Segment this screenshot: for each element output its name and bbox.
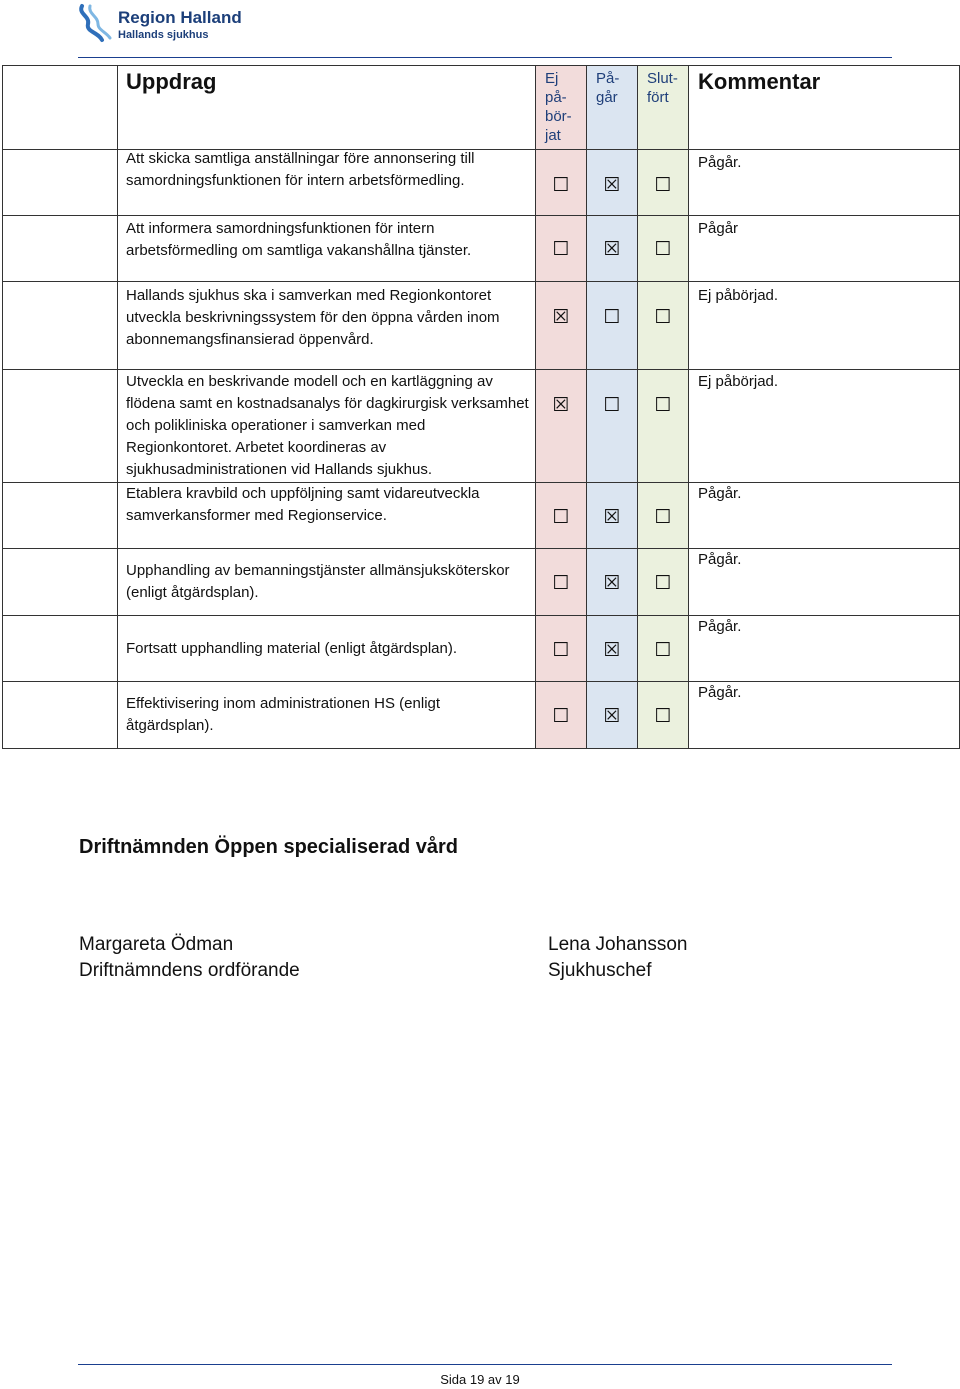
- signature-role: Sjukhuschef: [548, 960, 652, 981]
- region-halland-logo: [76, 2, 266, 46]
- row-text: Hallands sjukhus ska i samverkan med Regionkontoret utveckla beskrivningssystem för den öppna vården inom abonnemangsfinansierad öppenvård.: [126, 287, 500, 348]
- header-pagar: På- går: [587, 66, 638, 150]
- checkbox-slutfort[interactable]: ☐: [654, 705, 672, 727]
- checkbox-ej-paborjat[interactable]: ☐: [552, 506, 570, 528]
- checkbox-pagar[interactable]: ☒: [603, 705, 621, 727]
- logo-name: Region Halland: [118, 8, 242, 27]
- table-row: [3, 682, 960, 749]
- header-ej-paborjat: Ej på- bör- jat: [536, 66, 587, 150]
- table-row: [3, 150, 960, 216]
- signature-name: Lena Johansson: [548, 934, 688, 955]
- checkbox-slutfort[interactable]: ☐: [654, 572, 672, 594]
- table-row: [3, 370, 960, 483]
- checkbox-slutfort[interactable]: ☐: [654, 174, 672, 196]
- footer-divider: [78, 1364, 892, 1365]
- table-row: [3, 549, 960, 616]
- signature-name: Margareta Ödman: [79, 934, 234, 955]
- row-comment: Ej påbörjad.: [698, 373, 779, 390]
- table-row: [3, 282, 960, 370]
- table-header-row: [3, 66, 960, 150]
- checkbox-slutfort[interactable]: ☐: [654, 639, 672, 661]
- checkbox-pagar[interactable]: ☒: [603, 506, 621, 528]
- logo-mark-icon: [76, 2, 116, 44]
- header-divider: [78, 57, 892, 58]
- row-number-cell: [3, 66, 118, 150]
- checkbox-ej-paborjat[interactable]: ☐: [552, 705, 570, 727]
- checkbox-slutfort[interactable]: ☐: [654, 394, 672, 416]
- table-row: [3, 483, 960, 549]
- row-text: Utveckla en beskrivande modell och en kartläggning av flödena samt en kostnadsanalys för dagkirurgisk verksamhet och polikliniska operationer i samverkan med Regionkontoret. Arbetet koordineras av sjukhusadministrationen vid Hallands sjukhus.: [126, 373, 529, 478]
- checkbox-pagar[interactable]: ☒: [603, 639, 621, 661]
- row-text: Att informera samordningsfunktionen för intern arbetsförmedling om samtliga vakanshållna tjänster.: [126, 220, 472, 259]
- row-comment: Pågår.: [698, 154, 742, 171]
- row-comment: Pågår.: [698, 684, 742, 701]
- assignment-table: [2, 65, 960, 749]
- checkbox-ej-paborjat[interactable]: ☒: [552, 394, 570, 416]
- row-text: Fortsatt upphandling material (enligt åtgärdsplan).: [126, 640, 458, 657]
- row-text: Etablera kravbild och uppföljning samt vidareutveckla samverkansformer med Regionservice.: [126, 485, 480, 524]
- checkbox-pagar[interactable]: ☒: [603, 238, 621, 260]
- checkbox-ej-paborjat[interactable]: ☒: [552, 306, 570, 328]
- header-slutfort: Slut- fört: [638, 66, 689, 150]
- header-kommentar: Kommentar: [689, 66, 960, 150]
- row-comment: Pågår.: [698, 551, 742, 568]
- checkbox-slutfort[interactable]: ☐: [654, 506, 672, 528]
- signature-chair: [79, 932, 300, 984]
- page-number: Sida 19 av 19: [440, 1372, 520, 1387]
- checkbox-pagar[interactable]: ☒: [603, 174, 621, 196]
- checkbox-slutfort[interactable]: ☐: [654, 238, 672, 260]
- table-row: [3, 216, 960, 282]
- section-title: Driftnämnden Öppen specialiserad vård: [79, 836, 458, 858]
- checkbox-ej-paborjat[interactable]: ☐: [552, 174, 570, 196]
- row-text: Upphandling av bemanningstjänster allmänsjuksköterskor (enligt åtgärdsplan).: [126, 562, 510, 601]
- checkbox-pagar[interactable]: ☐: [603, 394, 621, 416]
- row-text: Effektivisering inom administrationen HS (enligt åtgärdsplan).: [126, 695, 441, 734]
- row-comment: Pågår.: [698, 618, 742, 635]
- row-comment: Ej påbörjad.: [698, 287, 779, 304]
- table-row: [3, 616, 960, 682]
- row-comment: Pågår: [698, 220, 739, 237]
- checkbox-pagar[interactable]: ☐: [603, 306, 621, 328]
- checkbox-ej-paborjat[interactable]: ☐: [552, 238, 570, 260]
- checkbox-slutfort[interactable]: ☐: [654, 306, 672, 328]
- logo-subtitle: Hallands sjukhus: [118, 29, 209, 41]
- checkbox-pagar[interactable]: ☒: [603, 572, 621, 594]
- signature-chief: [548, 932, 687, 984]
- row-comment: Pågår.: [698, 485, 742, 502]
- checkbox-ej-paborjat[interactable]: ☐: [552, 639, 570, 661]
- signature-role: Driftnämndens ordförande: [79, 960, 300, 981]
- header-uppdrag: Uppdrag: [118, 66, 536, 150]
- row-text: Att skicka samtliga anställningar före annonsering till samordningsfunktionen för intern arbetsförmedling.: [126, 150, 475, 189]
- checkbox-ej-paborjat[interactable]: ☐: [552, 572, 570, 594]
